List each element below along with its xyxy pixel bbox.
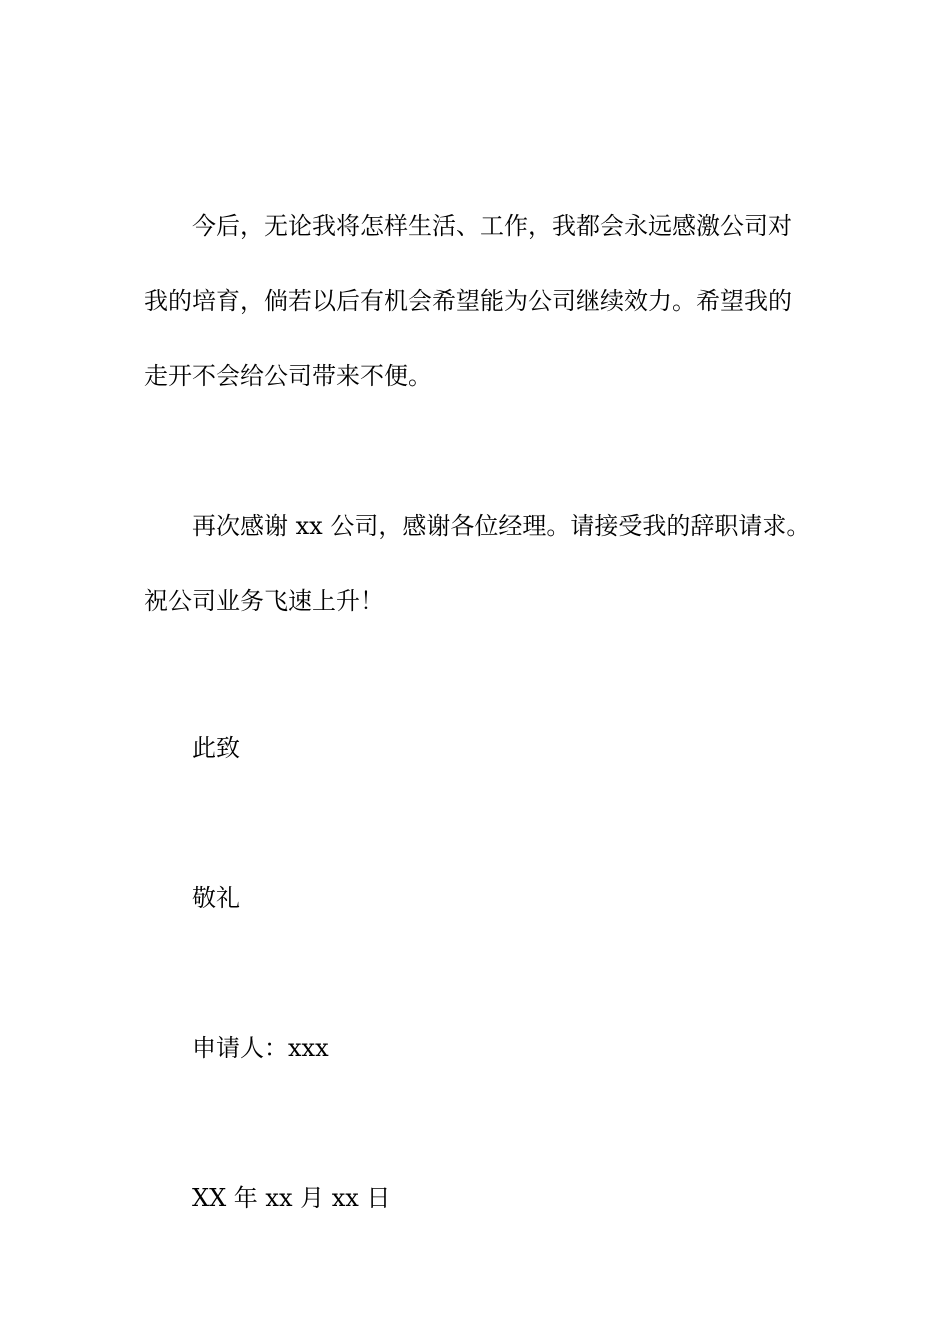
letter-date: XX 年 xx 月 xx 日 [192,1184,391,1212]
closing-salutation: 此致 [192,734,240,762]
applicant-signature: 申请人：xxx [192,1034,329,1062]
paragraph-1-line-2: 我的培育，倘若以后有机会希望能为公司继续效力。希望我的 [144,287,792,315]
paragraph-2-line-2: 祝公司业务飞速上升！ [144,587,384,615]
paragraph-1-line-1: 今后，无论我将怎样生活、工作，我都会永远感激公司对 [192,212,792,240]
closing-regards: 敬礼 [192,884,240,912]
paragraph-2-line-1: 再次感谢 xx 公司，感谢各位经理。请接受我的辞职请求。 [192,512,811,540]
paragraph-1-line-3: 走开不会给公司带来不便。 [144,362,432,390]
